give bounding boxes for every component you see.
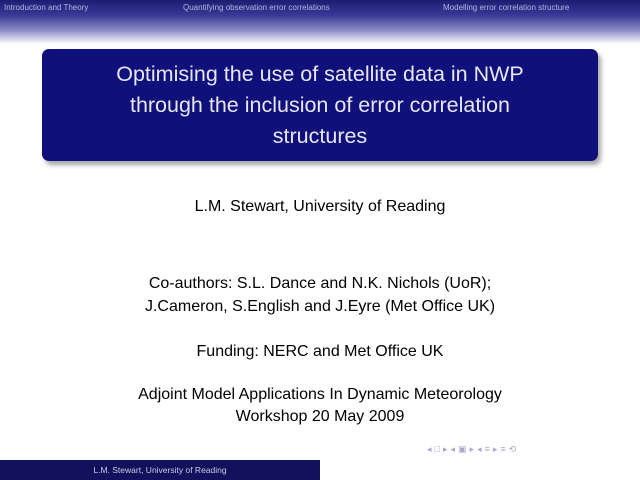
slide-title-line: through the inclusion of error correlation	[129, 92, 511, 117]
section-back-icon[interactable]: ◂	[477, 443, 482, 454]
navigation-symbols	[427, 443, 516, 455]
subsection-back-icon[interactable]: ◂	[450, 443, 456, 454]
author-line: L.M. Stewart, University of Reading	[194, 198, 446, 215]
section-forward-icon[interactable]: ▸	[492, 443, 498, 454]
section-icon[interactable]: ≡	[484, 444, 490, 454]
frame-icon[interactable]: □	[434, 444, 440, 454]
title-box	[42, 49, 598, 161]
subsection-icon[interactable]: ▣	[458, 443, 467, 454]
nav-section-introduction[interactable]: Introduction and Theory	[4, 3, 89, 12]
search-icon[interactable]: ⟲	[508, 443, 517, 454]
nav-section-quantifying[interactable]: Quantifying observation error correlations	[183, 3, 330, 12]
slide-title-line: structures	[272, 123, 368, 148]
nav-section-modelling[interactable]: Modelling error correlation structure	[443, 3, 570, 12]
funding-line: Funding: NERC and Met Office UK	[196, 343, 444, 360]
headline-bar	[0, 0, 640, 44]
subsection-forward-icon[interactable]: ▸	[469, 443, 475, 454]
workshop-line: Workshop 20 May 2009	[235, 408, 405, 425]
slide-title-line: Optimising the use of satellite data in NWP	[116, 61, 524, 86]
coauthors-line: J.Cameron, S.English and J.Eyre (Met Office UK)	[144, 298, 496, 315]
workshop-line: Adjoint Model Applications In Dynamic Meteorology	[138, 386, 502, 403]
slide-title	[50, 59, 590, 152]
footline	[0, 460, 320, 480]
align-icon[interactable]: ≡	[500, 444, 506, 454]
frame-back-icon[interactable]: ◂	[427, 443, 432, 454]
footer-author: L.M. Stewart, University of Reading	[93, 465, 227, 475]
coauthors-line: Co-authors: S.L. Dance and N.K. Nichols (UoR);	[148, 275, 492, 292]
frame-forward-icon[interactable]: ▸	[442, 443, 448, 454]
